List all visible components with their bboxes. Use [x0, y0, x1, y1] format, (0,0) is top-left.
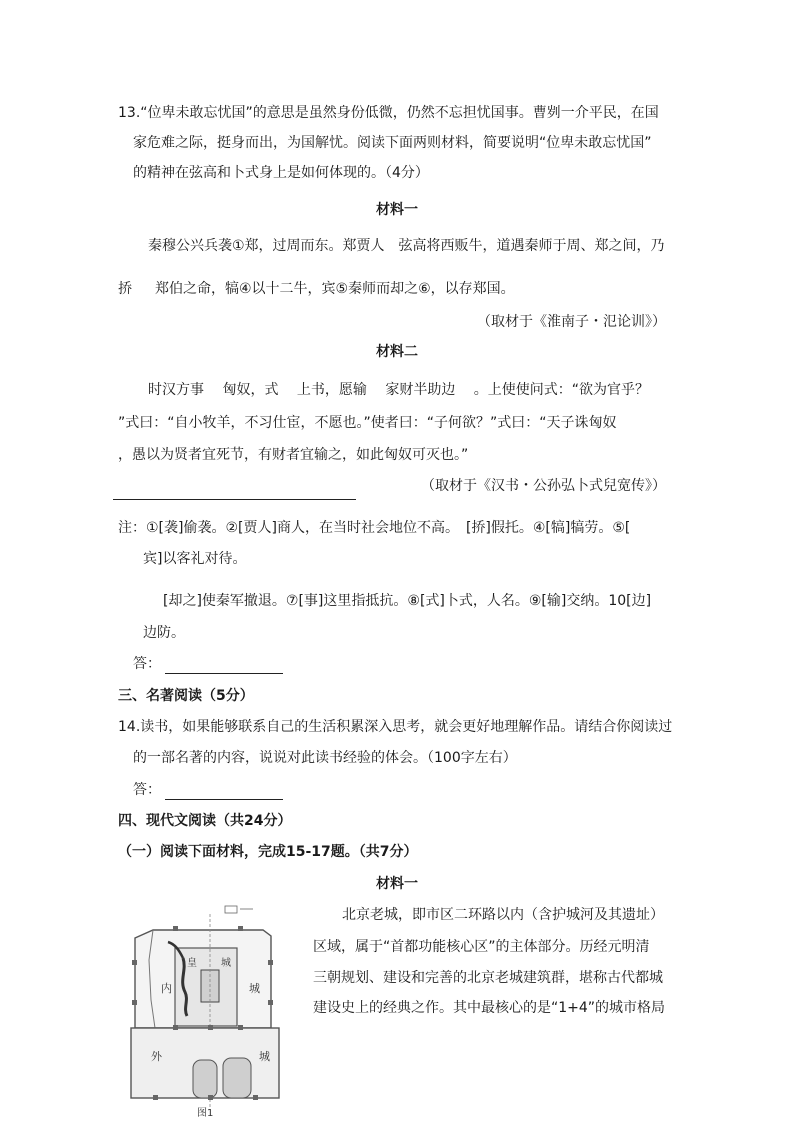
passage-line-1: 北京老城，即市区二环路以内（含护城河及其遗址） [342, 907, 664, 923]
material-2-line-2: ”式曰：“自小牧羊，不习仕宦，不愿也。”使者曰：“子何欲？”式曰：“天子诛匈奴 [118, 415, 617, 431]
note-line-4: 边防。 [143, 625, 185, 641]
q13-line-1: 13.“位卑未敢忘忧国”的意思是虽然身份低微，仍然不忘担忧国事。曹刿一介平民，在国 [118, 105, 659, 121]
footnote-divider [113, 499, 356, 500]
section-3-heading: 三、名著阅读（5分） [118, 688, 254, 704]
label-huang: 皇 [187, 958, 197, 969]
material-1-line-2b: 郑伯之命，犒④以十二牛，宾⑤秦师而却之⑥，以存郑国。 [155, 281, 515, 297]
note-line-1: 注：①[袭]偷袭。②[贾人]商人，在当时社会地位不高。 [挢]假托。④[犒]犒劳。⑤[ [118, 520, 631, 536]
answer-line[interactable] [165, 785, 283, 800]
q14-line-2: 的一部名著的内容，说说对此读书经验的体会。（100字左右） [133, 750, 517, 766]
material-1-source: （取材于《淮南子・氾论训》） [477, 314, 666, 330]
material-1-title-modern: 材料一 [376, 876, 418, 892]
label-cheng-outer: 城 [259, 1050, 270, 1063]
note-line-3: [却之]使秦军撤退。⑦[事]这里指抵抗。⑧[式]卜式，人名。⑨[输]交纳。10[边] [163, 593, 652, 609]
figure-caption: 图1 [197, 1108, 214, 1119]
label-nei: 内 [161, 982, 172, 995]
answer-line[interactable] [165, 659, 283, 674]
temple-of-agriculture [193, 1060, 217, 1098]
temple-of-heaven [223, 1058, 251, 1098]
material-1-title: 材料一 [376, 202, 418, 218]
label-cheng-imperial: 城 [221, 958, 231, 969]
material-1-line-1: 秦穆公兴兵袭①郑，过周而东。郑贾人 弦高将西贩牛，道遇秦师于周、郑之间，乃 [148, 238, 665, 254]
material-2-source: （取材于《汉书・公孙弘卜式兒宽传》） [421, 478, 666, 494]
material-1-line-2a: 挢 [118, 281, 132, 297]
material-2-line-3: ，愚以为贤者宜死节，有财者宜输之，如此匈奴可灭也。” [118, 447, 469, 463]
passage-line-2: 区域，属于“首都功能核心区”的主体部分。历经元明清 [313, 939, 650, 955]
q13-line-2: 家危难之际，挺身而出，为国解忧。阅读下面两则材料，简要说明“位卑未敢忘忧国” [133, 135, 652, 151]
section-4-heading: 四、现代文阅读（共24分） [118, 813, 292, 829]
passage-line-3: 三朝规划、建设和完善的北京老城建筑群，堪称古代都城 [313, 970, 663, 986]
answer-label: 答： [133, 782, 161, 798]
q13-answer[interactable] [133, 654, 283, 674]
q14-line-1: 14.读书，如果能够联系自己的生活积累深入思考，就会更好地理解作品。请结合你阅读过 [118, 719, 673, 735]
q13-line-3: 的精神在弦高和卜式身上是如何体现的。（4分） [133, 165, 429, 181]
label-wai: 外 [151, 1050, 162, 1063]
material-2-title: 材料二 [376, 344, 418, 360]
beijing-old-city-map [113, 900, 296, 1120]
label-cheng-inner: 城 [249, 982, 260, 995]
q14-answer[interactable] [133, 780, 283, 800]
answer-label: 答： [133, 656, 161, 672]
section-4-sub-heading: （一）阅读下面材料，完成15-17题。（共7分） [118, 844, 418, 860]
material-2-line-1: 时汉方事 匈奴，式 上书，愿输 家财半助边 。上使使问式：“欲为官乎？ [148, 382, 650, 398]
passage-line-4: 建设史上的经典之作。其中最核心的是“1+4”的城市格局 [313, 1000, 666, 1016]
note-line-2: 宾]以客礼对待。 [143, 551, 247, 567]
